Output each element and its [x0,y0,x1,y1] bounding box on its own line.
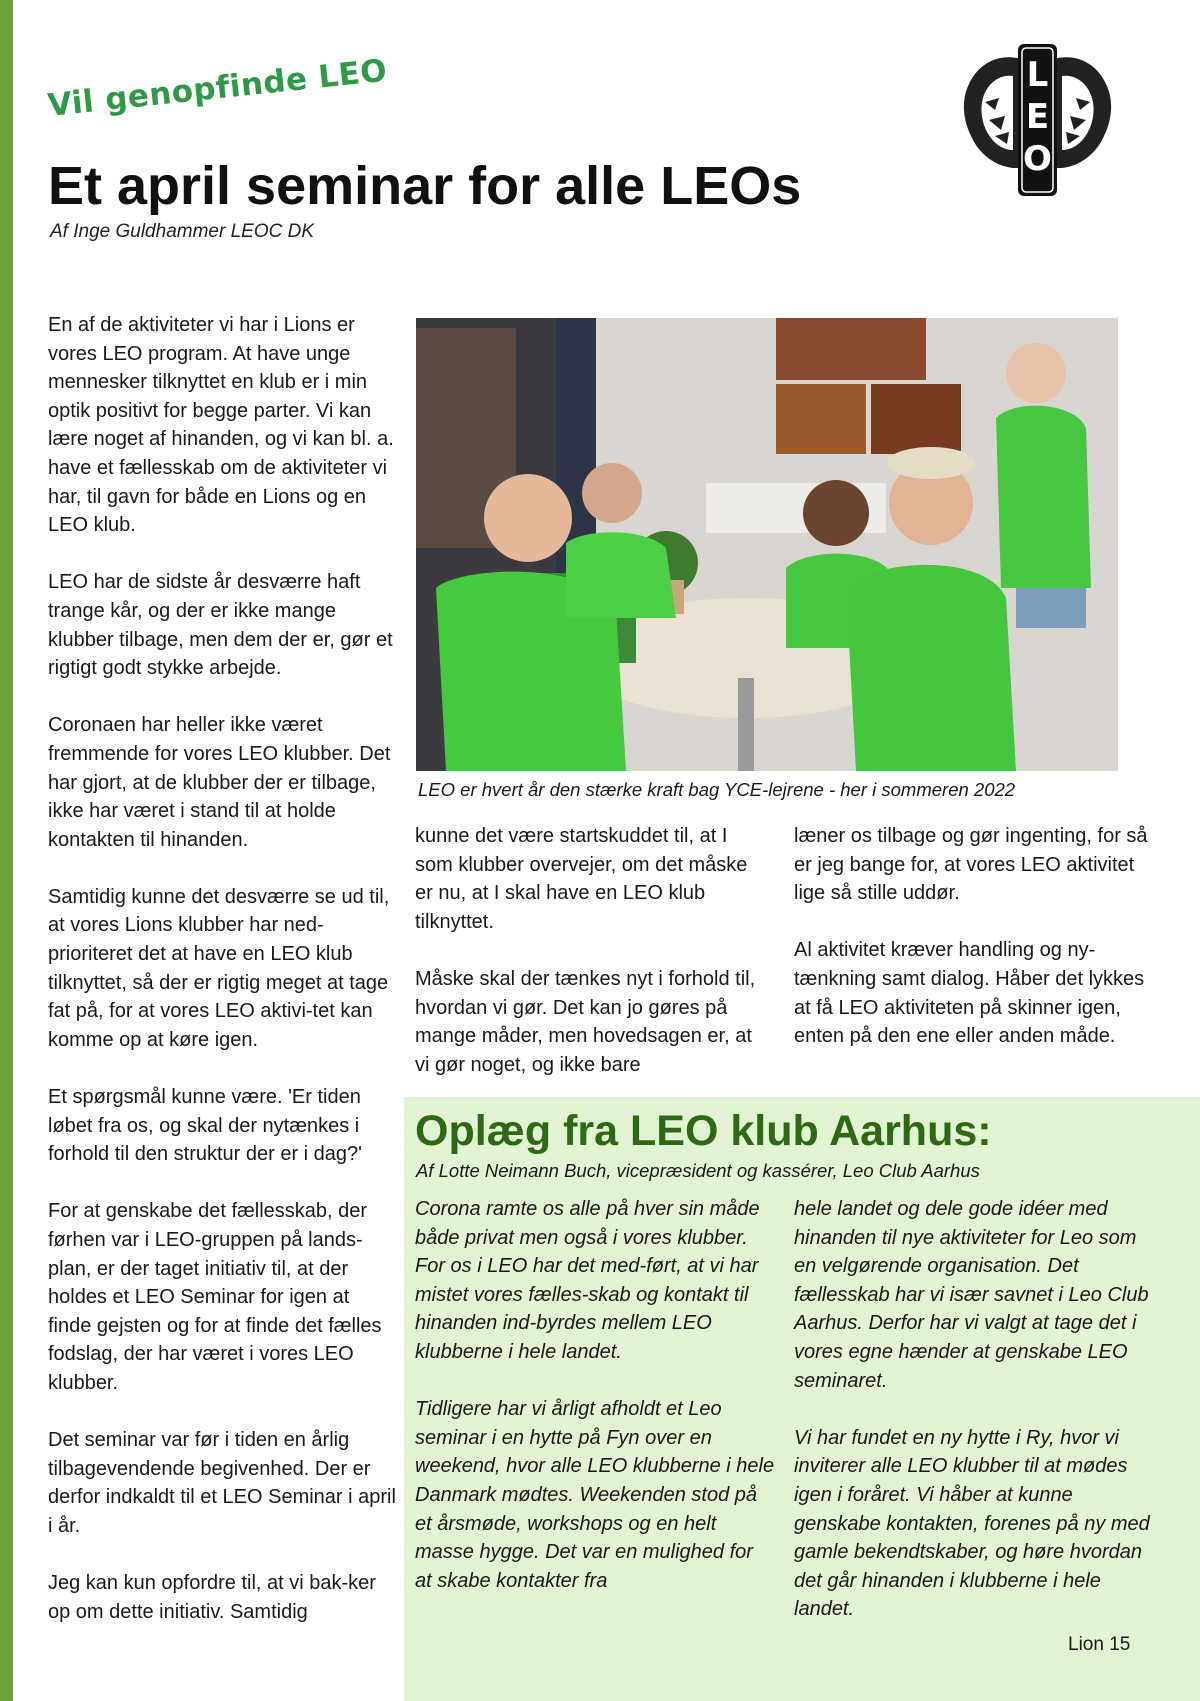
leo-lion-logo-icon [955,40,1120,200]
paragraph: Corona ramte os alle på hver sin måde både privat men også i vores klubber. For os i LEO har det med-ført, at vi har mistet vores fælles-skab og kontakt til hinanden ind-byrdes mellem LEO klubberne i hele landet. [415,1198,760,1363]
photo-caption: LEO er hvert år den stærke kraft bag YCE-lejrene - her i sommeren 2022 [418,779,1016,800]
box-column-1 [415,1195,775,1624]
logo-letter-o: O [1023,139,1052,179]
headline: Et april seminar for alle LEOs [48,156,802,216]
article-left-column [48,311,398,1655]
paragraph: For at genskabe det fællesskab, der førhen var i LEO-gruppen på lands-plan, er der taget initiativ til, at der holdes et LEO Seminar for igen at finde gejsten og for at finde det fælles fodslag, der har været i vores LEO klubber. [48,1200,382,1394]
logo-letter-e: E [1025,97,1050,137]
paragraph: Samtidig kunne det desværre se ud til, at vores Lions klubber har ned-prioriteret det at have en LEO klub tilknyttet, så der er rigtig meget at tage fat på, for at vores LEO aktivi-tet kan komme op at køre igen. [48,885,390,1051]
paragraph: En af de aktiviteter vi har i Lions er vores LEO program. At have unge mennesker tilknyttet en klub er i min optik positivt for begge parter. Vi kan lære noget af hinanden, og vi kan bl. a. have et fællesskab om de aktiviteter vi har, til gavn for både en Lions og en LEO klub. [48,314,394,537]
paragraph: kunne det være startskuddet til, at I som klubber overvejer, om det måske er nu, at I skal have en LEO klub tilknyttet. [415,825,748,933]
box-title: Oplæg fra LEO klub Aarhus: [415,1107,992,1155]
paragraph: Måske skal der tænkes nyt i forhold til, hvordan vi gør. Det kan jo gøres på mange måder, men hovedsagen er, at vi gør noget, og ikke bare [415,967,756,1076]
byline: Af Inge Guldhammer LEOC DK [50,221,314,242]
box-column-2 [794,1195,1154,1653]
paragraph: Coronaen har heller ikke været fremmende for vores LEO klubber. Det har gjort, at de klubber der er tilbage, ikke har været i stand til at holde kontakten til hinanden. [48,714,391,851]
paragraph: hele landet og dele gode idéer med hinanden til nye aktiviteter for Leo som en velgørende organisation. Det fællesskab har vi især savnet i Leo Club Aarhus. Derfor har vi valgt at tage det i vores egne hænder at genskabe LEO seminaret. [794,1198,1149,1392]
page-edge-bar [0,0,13,1701]
paragraph: Tidligere har vi årligt afholdt et Leo seminar i en hytte på Fyn over en weekend, hvor alle LEO klubberne i hele Danmark mødtes. Weekenden stod på et årsmøde, workshops og en helt masse hygge. Det var en mulighed for at skabe kontakter fra [415,1398,775,1592]
paragraph: læner os tilbage og gør ingenting, for så er jeg bange for, at vores LEO aktivitet lige så stille uddør. [794,825,1148,905]
paragraph: Vi har fundet en ny hytte i Ry, hvor vi inviterer alle LEO klubber til at mødes igen i foråret. Vi håber at kunne genskabe kontakten, forenes på ny med gamle bekendtskaber, og høre hvordan det går hinanden i klubberne i hele landet. [794,1426,1150,1621]
paragraph: Jeg kan kun opfordre til, at vi bak-ker op om dette initiativ. Samtidig [48,1572,376,1623]
paragraph: Det seminar var før i tiden en årlig tilbagevendende begivenhed. Der er derfor indkaldt til et LEO Seminar i april i år. [48,1429,396,1537]
article-right-column [794,822,1149,1079]
article-middle-column [415,822,770,1108]
logo-letter-l: L [1026,55,1049,95]
kicker: Vil genopfinde LEO [46,52,389,124]
paragraph: LEO har de sidste år desværre haft trange kår, og der er ikke mange klubber tilbage, men dem der er, gør et rigtigt godt stykke arbejde. [48,571,393,680]
box-byline: Af Lotte Neimann Buch, vicepræsident og kassérer, Leo Club Aarhus [416,1160,980,1181]
paragraph: Et spørgsmål kunne være. 'Er tiden løbet fra os, og skal der nytænkes i forhold til den struktur der er i dag?' [48,1086,362,1166]
page-number: Lion 15 [1068,1634,1131,1655]
paragraph: Al aktivitet kræver handling og ny-tænkning samt dialog. Håber det lykkes at få LEO aktiviteten på skinner igen, enten på den ene eller anden måde. [794,939,1145,1048]
group-photo [416,318,1118,771]
